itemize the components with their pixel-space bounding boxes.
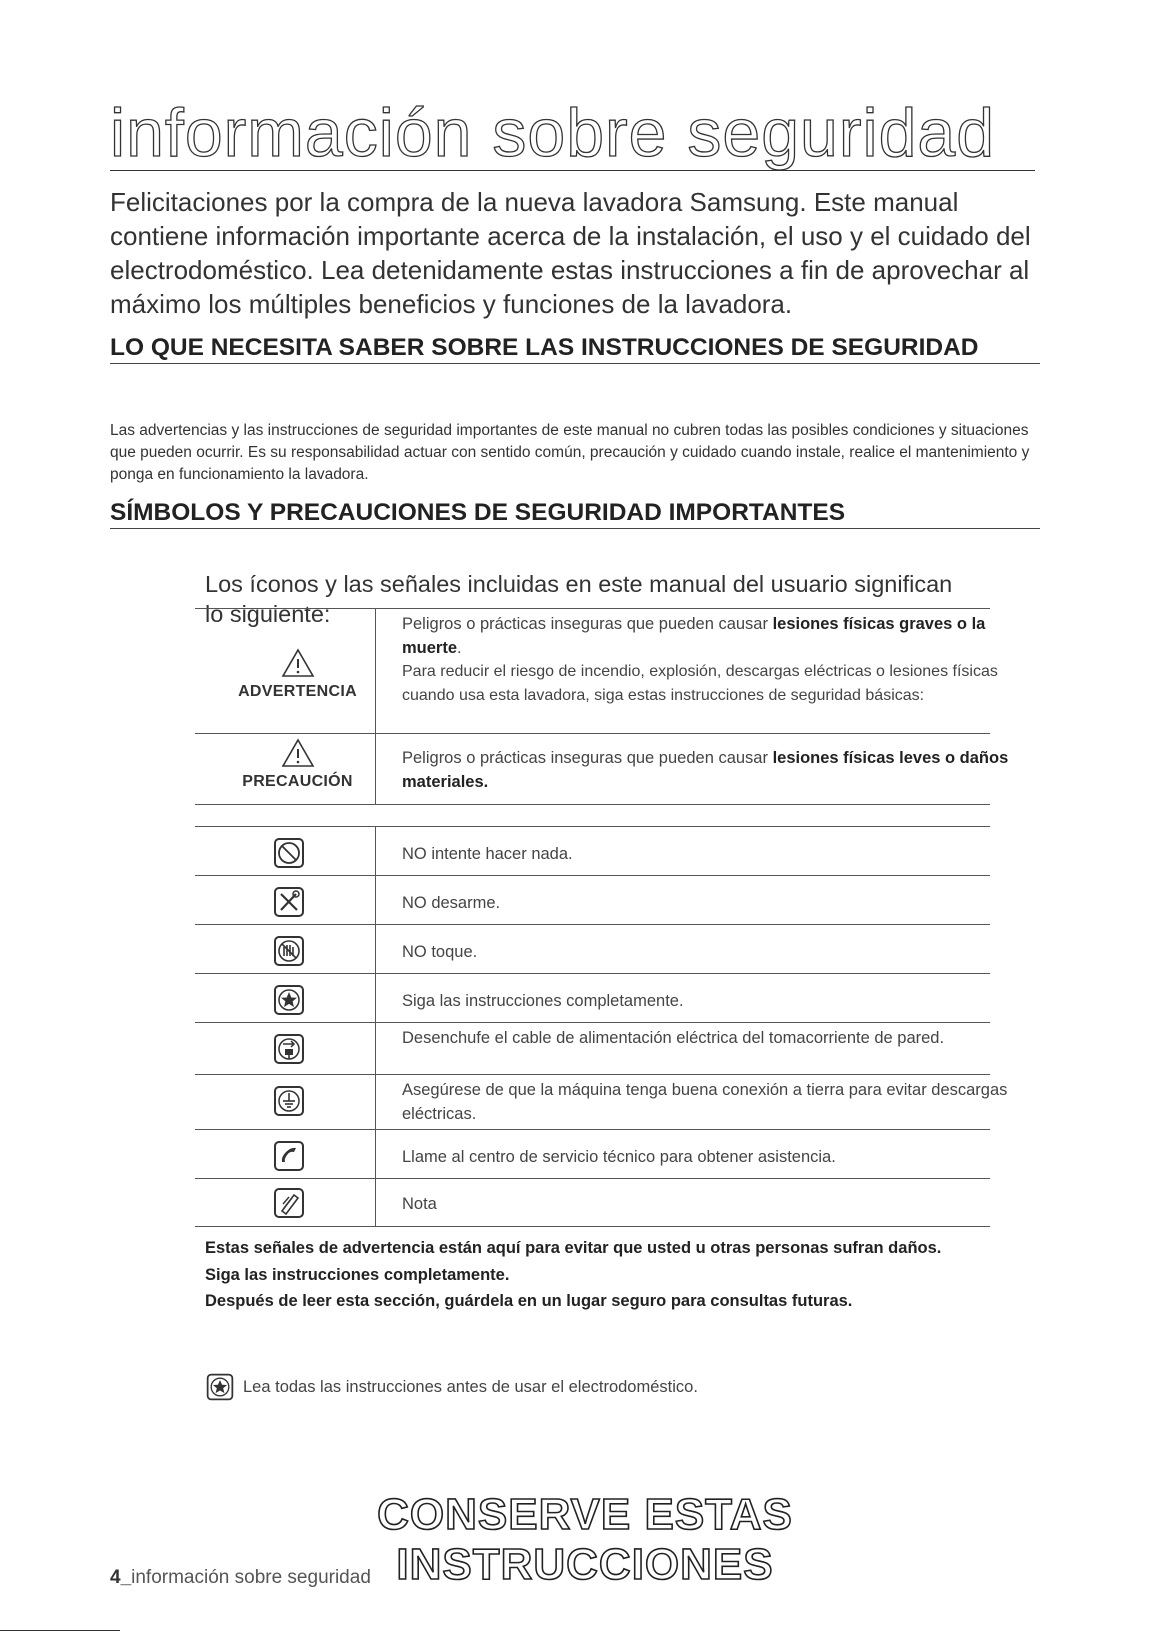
symbol-desc: Nota (402, 1195, 437, 1213)
section-body-instructions: Las advertencias y las instrucciones de seguridad importantes de este manual no cubren todas las posibles condiciones y situaciones que pueden ocurrir. Es su responsabilidad actuar con sentido común, precaución y cuidado cuando instale, realice el mantenimiento y ponga en funcionamiento la lavadora. (110, 422, 1030, 483)
no-touch-icon (272, 934, 306, 968)
symbol-desc: Asegúrese de que la máquina tenga buena conexión a tierra para evitar descargas eléctricas. (402, 1081, 1008, 1123)
table-rule (195, 826, 990, 827)
desc-advertencia-text: Peligros o prácticas inseguras que pueden causar (402, 615, 773, 633)
footer-label: información sobre seguridad (131, 1567, 371, 1588)
desc-advertencia-bold: lesiones físicas graves o la muerte (402, 615, 986, 657)
desc-advertencia (402, 612, 1027, 660)
desc-precaucion (402, 746, 1027, 794)
caution-triangle-icon (281, 738, 315, 768)
table-rule (195, 1129, 990, 1130)
page-number: 4_ (110, 1567, 132, 1588)
page-title: información sobre seguridad (110, 98, 1035, 171)
table-divider (375, 826, 376, 1226)
symbol-desc: Siga las instrucciones completamente. (402, 992, 684, 1010)
warning-symbol-advertencia (205, 648, 390, 701)
section-heading-symbols: SÍMBOLOS Y PRECAUCIONES DE SEGURIDAD IMPORTANTES (110, 498, 1040, 529)
symbol-desc: NO toque. (402, 943, 478, 961)
table-rule (195, 733, 990, 734)
symbols-lead: Los íconos y las señales incluidas en este manual del usuario significan lo siguiente: (205, 571, 953, 627)
unplug-icon (272, 1032, 306, 1066)
symbol-desc: Desenchufe el cable de alimentación eléctrica del tomacorriente de pared. (402, 1029, 945, 1047)
symbol-desc: NO desarme. (402, 894, 501, 912)
phone-icon (272, 1139, 306, 1173)
symbol-desc: NO intente hacer nada. (402, 845, 573, 863)
symbol-desc: Llame al centro de servicio técnico para obtener asistencia. (402, 1148, 836, 1166)
label-advertencia: ADVERTENCIA (238, 683, 357, 700)
table-rule (195, 875, 990, 876)
closing-line-2: Siga las instrucciones completamente. (205, 1266, 510, 1284)
follow-instructions-icon (272, 983, 306, 1017)
prohibited-icon (272, 836, 306, 870)
desc-precaucion-bold: lesiones físicas leves o daños materiales. (402, 749, 1009, 791)
section-heading-instructions: LO QUE NECESITA SABER SOBRE LAS INSTRUCCIONES DE SEGURIDAD (110, 333, 1040, 364)
table-rule (195, 608, 990, 609)
conserve-heading: CONSERVE ESTAS INSTRUCCIONES (377, 1490, 793, 1589)
follow-instructions-icon (205, 1372, 235, 1402)
table-rule (195, 1226, 990, 1227)
warning-triangle-icon (281, 648, 315, 678)
note-icon (272, 1186, 306, 1220)
table-rule (195, 804, 990, 805)
intro-paragraph: Felicitaciones por la compra de la nueva lavadora Samsung. Este manual contiene información importante acerca de la instalación, el uso y el cuidado del electrodoméstico. Lea detenidamente estas instrucciones a fin de aprovechar al máximo los múltiples beneficios y funciones de la lavadora. (110, 187, 1031, 319)
closing-line-1: Estas señales de advertencia están aquí para evitar que usted u otras personas sufran daños. (205, 1239, 942, 1257)
ground-icon (272, 1084, 306, 1118)
label-precaucion: PRECAUCIÓN (242, 773, 353, 790)
page-footer (110, 1567, 371, 1589)
table-rule (195, 1178, 990, 1179)
no-disassemble-icon (272, 885, 306, 919)
table-rule (195, 973, 990, 974)
desc-advertencia-2: Para reducir el riesgo de incendio, explosión, descargas eléctricas o lesiones físicas cuando usa esta lavadora, siga estas instrucciones de seguridad básicas: (402, 663, 998, 704)
closing-line-3: Después de leer esta sección, guárdela en un lugar seguro para consultas futuras. (205, 1292, 853, 1310)
read-note (205, 1372, 698, 1402)
warning-symbol-precaucion (205, 738, 390, 791)
bottom-rule (0, 1630, 120, 1631)
table-rule (195, 924, 990, 925)
read-note-text: Lea todas las instrucciones antes de usar el electrodoméstico. (243, 1377, 698, 1396)
table-rule (195, 1022, 990, 1023)
desc-advertencia-end: . (457, 639, 462, 657)
table-rule (195, 1074, 990, 1075)
desc-precaucion-text: Peligros o prácticas inseguras que pueden causar (402, 749, 773, 767)
